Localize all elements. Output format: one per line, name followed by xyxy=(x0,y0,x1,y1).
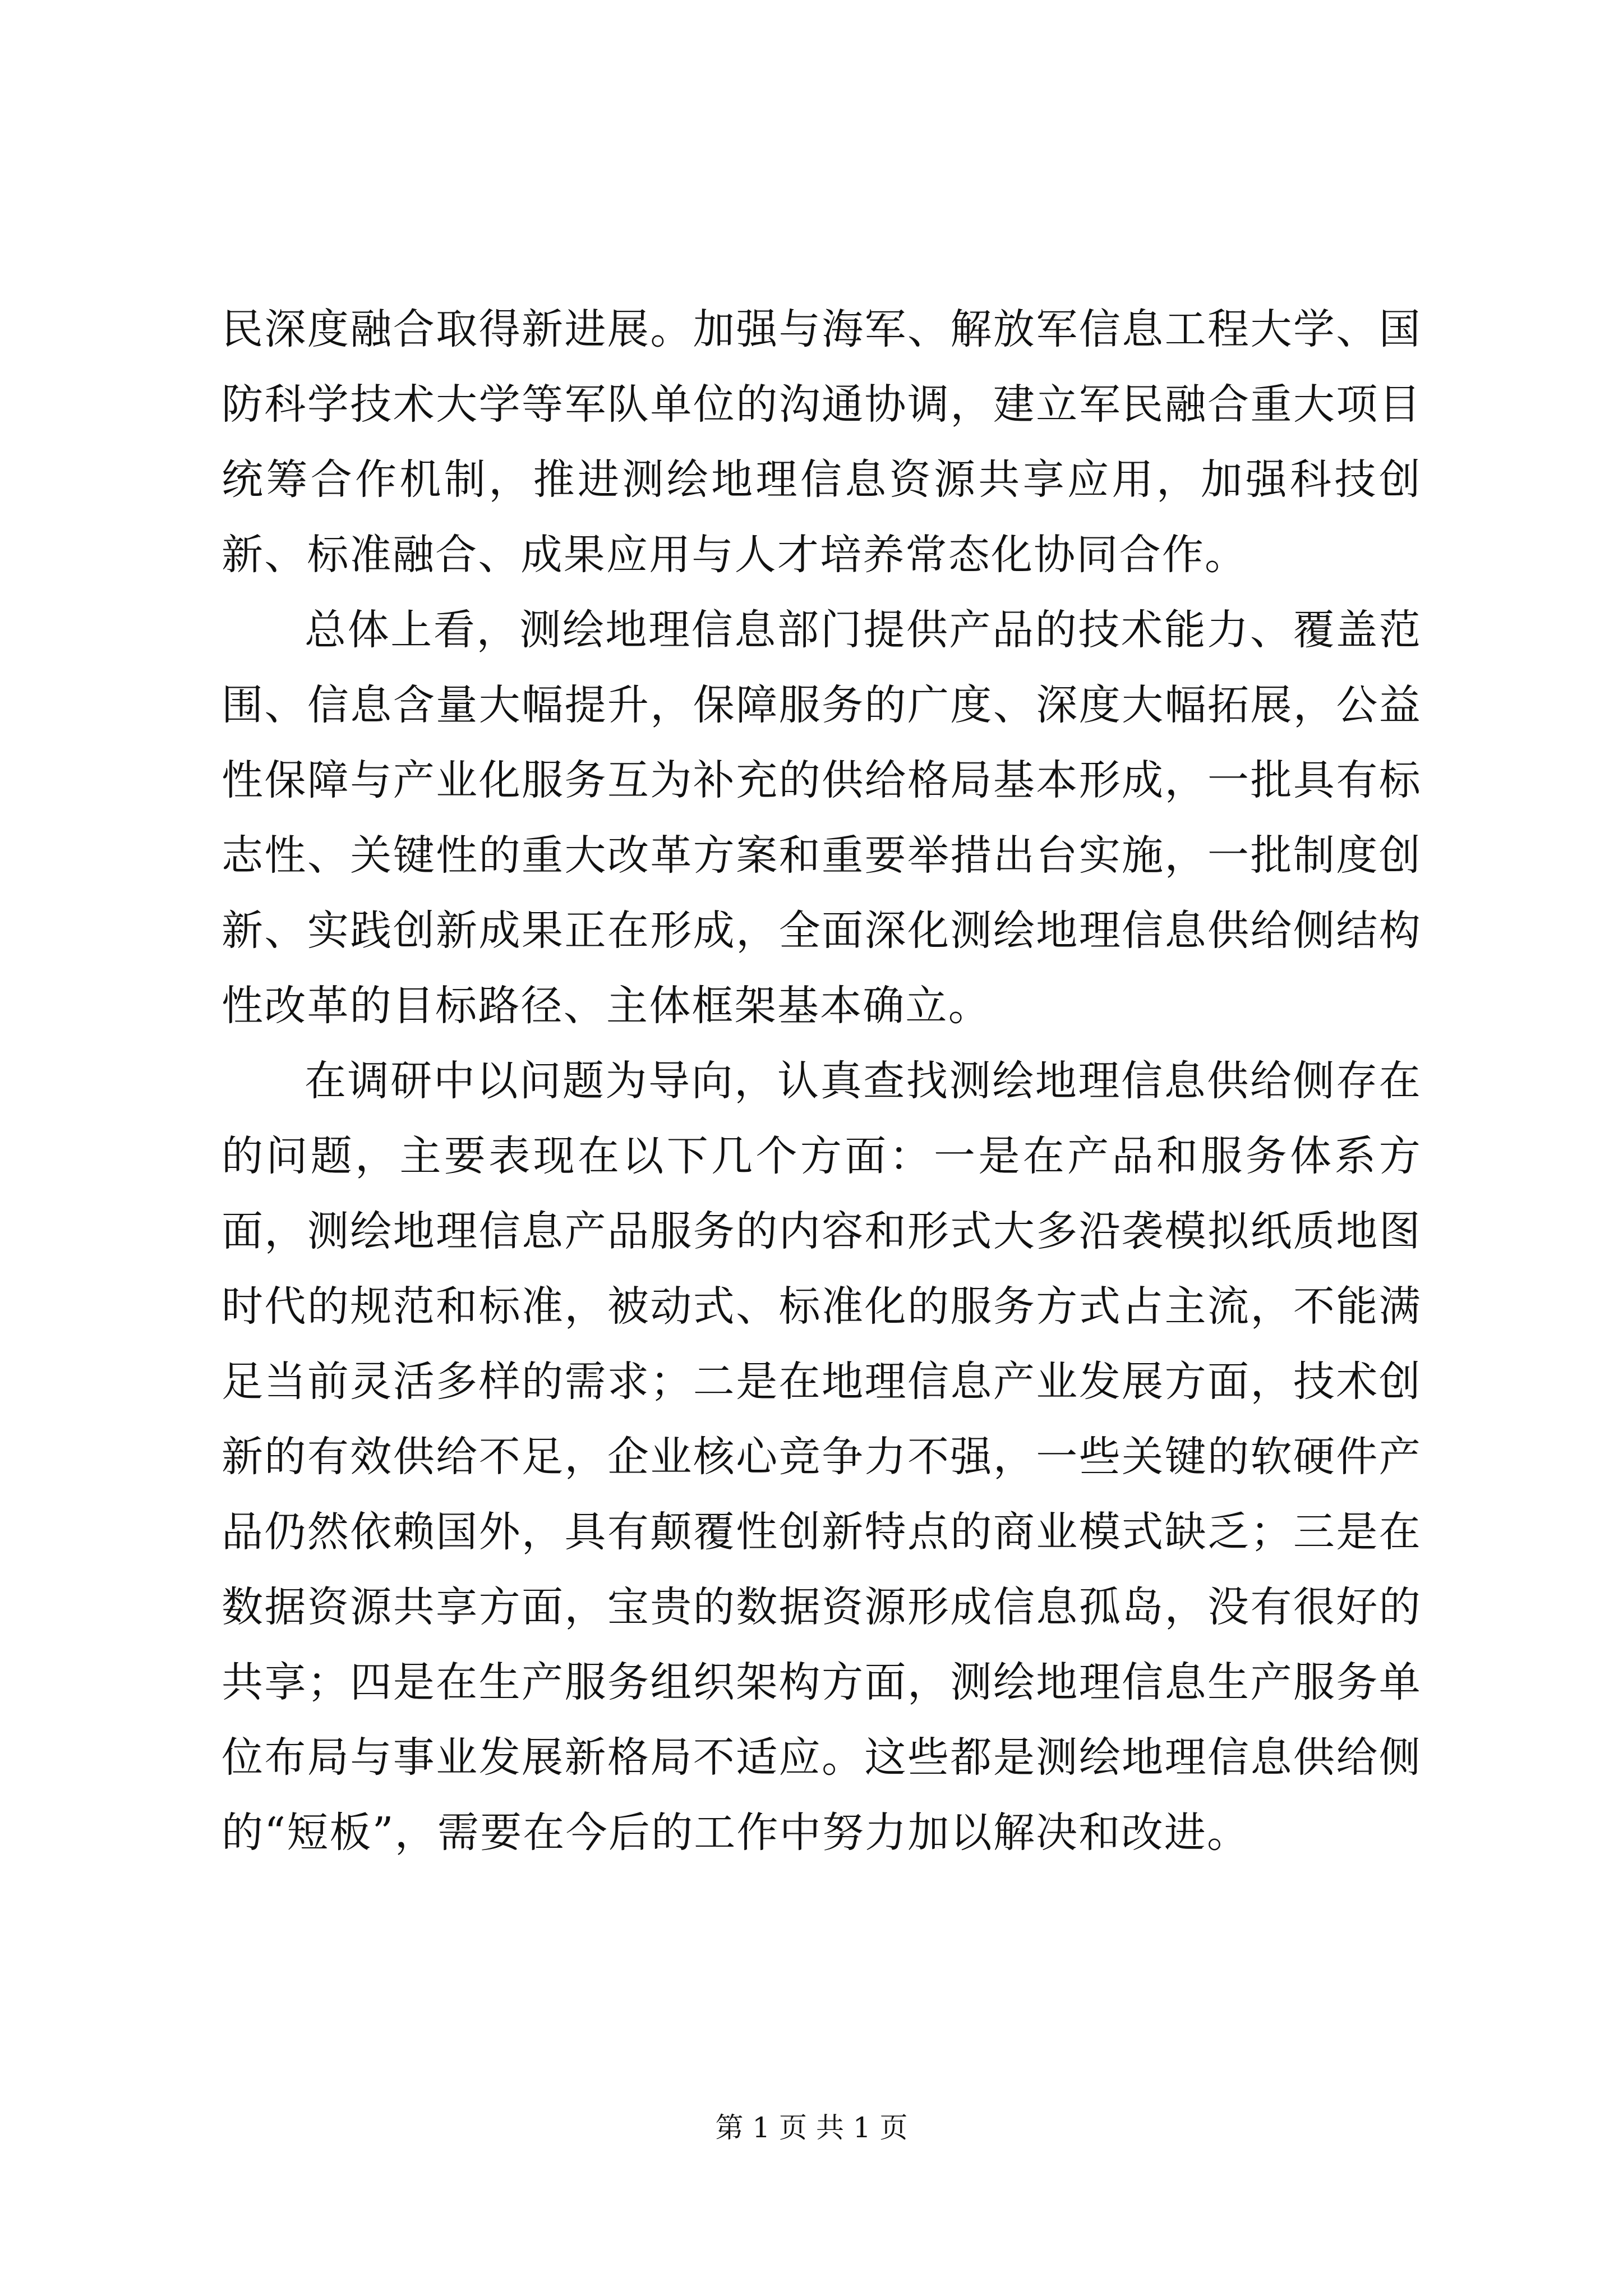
paragraph-summary: 总体上看，测绘地理信息部门提供产品的技术能力、覆盖范围、信息含量大幅提升，保障服务的广度、深度大幅拓展，公益性保障与产业化服务互为补充的供给格局基本形成，一批具有标志性、关键性的重大改革方案和重要举措出台实施，一批制度创新、实践创新成果正在形成，全面深化测绘地理信息供给侧结构性改革的目标路径、主体框架基本确立。 xyxy=(222,606,1422,1030)
page-footer: 第 1 页 共 1 页 xyxy=(715,2111,908,2144)
paragraph-continuation: 民深度融合取得新进展。加强与海军、解放军信息工程大学、国防科学技术大学等军队单位的沟通协调，建立军民融合重大项目统筹合作机制，推进测绘地理信息资源共享应用，加强科技创新、标准融合、成果应用与人才培养常态化协同合作。 xyxy=(222,305,1422,579)
document-body xyxy=(222,292,1422,1870)
paragraph-problems: 在调研中以问题为导向，认真查找测绘地理信息供给侧存在的问题，主要表现在以下几个方面：一是在产品和服务体系方面，测绘地理信息产品服务的内容和形式大多沿袭模拟纸质地图时代的规范和标准，被动式、标准化的服务方式占主流，不能满足当前灵活多样的需求；二是在地理信息产业发展方面，技术创新的有效供给不足，企业核心竞争力不强，一些关键的软硬件产品仍然依赖国外，具有颠覆性创新特点的商业模式缺乏；三是在数据资源共享方面，宝贵的数据资源形成信息孤岛，没有很好的共享；四是在生产服务组织架构方面，测绘地理信息生产服务单位布局与事业发展新格局不适应。这些都是测绘地理信息供给侧的“短板”，需要在今后的工作中努力加以解决和改进。 xyxy=(222,1057,1422,1857)
